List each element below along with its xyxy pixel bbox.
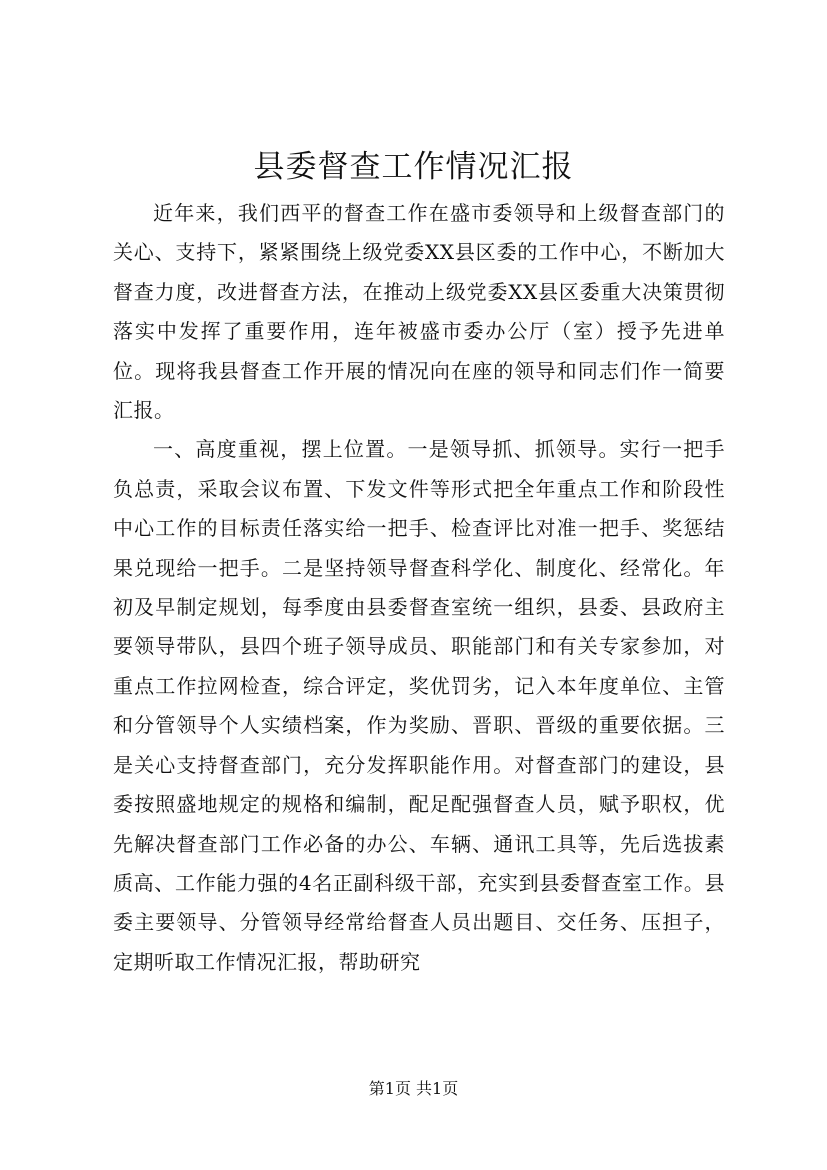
document-title: 县委督查工作情况汇报 bbox=[253, 149, 574, 185]
document-body bbox=[113, 194, 725, 982]
paragraph-intro: 近年来，我们西平的督查工作在盛市委领导和上级督查部门的关心、支持下，紧紧围绕上级党委XX县区委的工作中心，不断加大督查力度，改进督查方法，在推动上级党委XX县区委重大决策贯彻落实中发挥了重要作用，连年被盛市委办公厅（室）授予先进单位。现将我县督查工作开展的情况向在座的领导和同志们作一简要汇报。 bbox=[113, 201, 725, 423]
paragraph-section-one: 一、高度重视，摆上位置。一是领导抓、抓领导。实行一把手负总责，采取会议布置、下发文件等形式把全年重点工作和阶段性中心工作的目标责任落实给一把手、检查评比对准一把手、奖惩结果兑现给一把手。二是坚持领导督查科学化、制度化、经常化。年初及早制定规划，每季度由县委督查室统一组织，县委、县政府主要领导带队，县四个班子领导成员、职能部门和有关专家参加，对重点工作拉网检查，综合评定，奖优罚劣，记入本年度单位、主管和分管领导个人实绩档案，作为奖励、晋职、晋级的重要依据。三是关心支持督查部门，充分发挥职能作用。对督查部门的建设，县委按照盛地规定的规格和编制，配足配强督查人员，赋予职权，优先解决督查部门工作必备的办公、车辆、通讯工具等，先后选拔素质高、工作能力强的4名正副科级干部，充实到县委督查室工作。县委主要领导、分管领导经常给督查人员出题目、交任务、压担子，定期听取工作情况汇报，帮助研究 bbox=[113, 437, 725, 974]
page-number-footer: 第1页 共1页 bbox=[368, 1079, 459, 1098]
